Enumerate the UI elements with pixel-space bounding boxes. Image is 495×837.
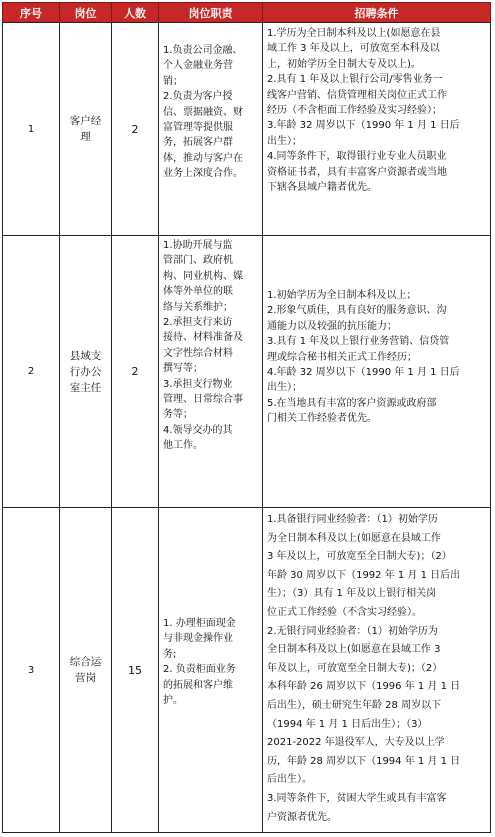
duty-line: 2.负责为客户授 (163, 91, 233, 103)
row2-position-line: 县域支 (69, 349, 102, 362)
row1-requirements (262, 22, 491, 235)
duty-line: 业务上深度合作。 (163, 168, 243, 180)
duty-line: 信、票据融资、财 (163, 106, 243, 118)
requirement-line: 户资源者优先。 (267, 811, 337, 823)
requirement-line: （1994 年 1 月 1 日后出生）；（3） (267, 718, 428, 730)
duty-line: 务，拓展客户群 (163, 137, 233, 149)
requirement-line: 上，初始学历全日制大专及以上)。 (267, 58, 421, 70)
duty-line: 务等； (163, 409, 193, 421)
requirement-line: 3.同等条件下，贫困大学生或具有丰富客 (267, 792, 447, 804)
row3-no (2, 507, 59, 833)
header-count (111, 2, 158, 22)
duty-line: 4.领导交办的其 (163, 424, 233, 436)
requirement-line: 理或综合秘书相关正式工作经历； (267, 351, 417, 363)
row2-position-line: 室主任 (69, 381, 102, 394)
row2-position-line: 行办公 (69, 365, 102, 378)
duty-line: 1.协助开展与监 (163, 240, 233, 251)
requirement-line: 门相关工作经验者优先。 (267, 413, 377, 425)
row2-no-text: 2 (27, 366, 35, 377)
requirement-line: 3.年龄 32 周岁以下（1990 年 1 月 1 日后 (267, 120, 460, 132)
requirement-line: 2021-2022 年退役军人，大专及以上学 (267, 737, 445, 749)
requirement-line: 生）；（3）具有 1 年及以上银行相关岗 (267, 588, 437, 600)
requirement-line: 3 年及以上，可放宽至全日制大专)；（2） (267, 551, 452, 563)
duty-line: 3.承担支行物业 (163, 378, 233, 390)
duty-line: 接待、材料准备及 (163, 332, 243, 344)
row2-position (59, 235, 111, 507)
requirement-line: 出生）； (267, 135, 302, 147)
duty-line: 与非现金操作业 (163, 633, 233, 645)
duty-line: 2.承担支行来访 (163, 316, 233, 328)
header-count-label: 人数 (124, 6, 146, 20)
duty-line: 富管理等提供服 (163, 121, 233, 133)
row3-position-line: 综合运 (69, 656, 102, 668)
requirement-line: 出生）； (267, 382, 302, 394)
row2-count (111, 235, 158, 507)
requirement-line: 下辖各县域户籍者优先。 (267, 181, 377, 193)
requirement-line: 1.学历为全日制本科及以上(如愿意在县 (267, 28, 441, 39)
duty-line: 1. 办理柜面现金 (163, 618, 236, 629)
duty-line: 他工作。 (163, 440, 203, 452)
requirement-line: 为全日制本科及以上(如愿意在县域工作 (267, 532, 441, 544)
header-requirements-label: 招聘条件 (354, 6, 399, 20)
requirement-line: 2.具有 1 年及以上银行公司/零售业务一 (267, 74, 443, 86)
requirement-line: 全日制本科及以上(如愿意在县域工作 3 (267, 644, 441, 656)
row3-position (59, 507, 111, 833)
row1-no (2, 22, 59, 235)
duty-line: 个人金融业务营 (163, 60, 233, 72)
row2-duties (158, 235, 262, 507)
row3-duties (158, 507, 262, 833)
row3-requirements (262, 507, 491, 833)
requirement-line: 后出生）。 (267, 774, 312, 786)
requirement-line: 历，年龄 28 周岁以下（1994 年 1 月 1 日 (267, 755, 461, 767)
requirement-line: 位正式工作经验（不含实习经验）。 (267, 606, 422, 618)
row3-position-line: 营岗 (75, 672, 96, 684)
requirement-line: 线客户营销、信贷管理相关岗位正式工作 (267, 89, 447, 101)
requirement-line: 4.同等条件下，取得银行业专业人员职业 (267, 151, 447, 163)
row1-position-line: 客户经 (69, 115, 102, 127)
requirement-line: 域工作 3 年及以上，可放宽至本科及以 (267, 43, 440, 55)
row3-no-text: 3 (27, 664, 35, 676)
row1-duties (158, 22, 262, 235)
duty-line: 1.负责公司金融、 (163, 45, 243, 56)
requirement-line: 5.在当地具有丰富的客户资源或政府部 (267, 397, 437, 409)
duty-line: 文字性综合材料 (163, 347, 233, 359)
duty-line: 护。 (163, 694, 183, 706)
requirement-line: 年及以上，可放宽至全日制大专)；（2） (267, 662, 443, 674)
row1-count (111, 22, 158, 235)
requirement-line: 资格证书者，具有丰富客户资源者或当地 (267, 166, 447, 178)
requirement-line: 3.具有 1 年及以上银行业务营销、信贷管 (267, 336, 450, 348)
row1-position-line: 理 (80, 131, 91, 143)
requirement-line: 本科年龄 26 周岁以下（1996 年 1 月 1 日 (267, 681, 461, 693)
header-requirements (262, 2, 491, 22)
row1-position (59, 22, 111, 235)
duty-line: 管理、日常综合事 (163, 393, 243, 405)
row2-no (2, 235, 59, 507)
duty-line: 体等外单位的联 (163, 286, 233, 298)
header-duties-label: 岗位职责 (188, 6, 233, 20)
header-duties (158, 2, 262, 22)
requirement-line: 后出生），硕士研究生年龄 28 周岁以下 (267, 699, 442, 711)
requirement-line: 年龄 30 周岁以下（1992 年 1 月 1 日后出 (267, 569, 461, 581)
header-no-label: 序号 (20, 6, 42, 20)
duty-line: 销； (163, 75, 183, 87)
requirement-line: 通能力以及较强的抗压能力； (267, 320, 397, 332)
row2-count-text: 2 (131, 365, 139, 378)
requirement-line: 经历（不含柜面工作经验及实习经验）； (267, 104, 442, 116)
header-position-label: 岗位 (74, 6, 97, 20)
requirement-line: 2.形象气质佳，具有良好的服务意识、沟 (267, 305, 447, 317)
row3-count (111, 507, 158, 833)
row1-no-text: 1 (27, 123, 35, 135)
duty-line: 的拓展和客户维 (163, 679, 233, 691)
requirement-line: 1.具备银行同业经验者：（1）初始学历 (267, 514, 438, 525)
duty-line: 体，推动与客户在 (163, 152, 243, 164)
duty-line: 2. 负责柜面业务 (163, 664, 236, 676)
requirement-line: 1.初始学历为全日制本科及以上； (267, 290, 417, 301)
requirement-line: 4.年龄 32 周岁以下（1990 年 1 月 1 日后 (267, 366, 460, 378)
row2-requirements (262, 235, 491, 507)
duty-line: 撰写等； (163, 363, 203, 375)
row1-count-text: 2 (131, 122, 139, 136)
header-position (59, 2, 111, 22)
duty-line: 络与关系维护； (163, 301, 233, 313)
duty-line: 务; (163, 648, 177, 660)
duty-line: 构、同业机构、媒 (163, 270, 243, 282)
header-no (2, 2, 59, 22)
duty-line: 管部门、政府机 (163, 255, 233, 267)
requirement-line: 2.无银行同业经验者：（1）初始学历为 (267, 625, 438, 637)
row3-count-text: 15 (128, 663, 142, 677)
